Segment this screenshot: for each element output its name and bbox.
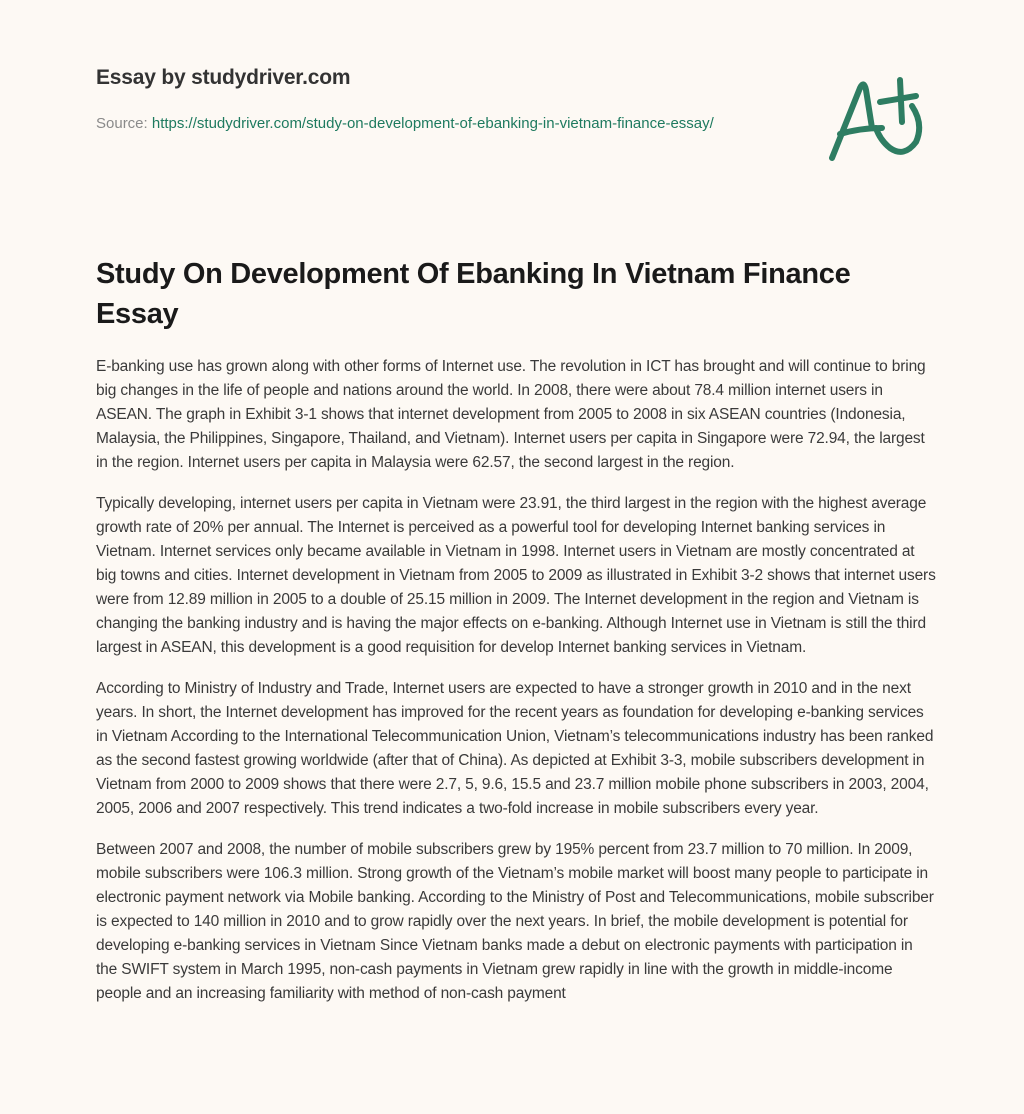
a-plus-grade-icon [820, 66, 930, 166]
page-header [96, 64, 776, 136]
paragraph: Typically developing, internet users per capita in Vietnam were 23.91, the third largest in the region with the highest average growth rate of 20% per annual. The Internet is perceived as a powerful tool for developing Internet banking services in Vietnam. Internet services only became available in Vietnam in 1998. Internet users in Vietnam are mostly concentrated at big towns and cities. Internet development in Vietnam from 2005 to 2009 as illustrated in Exhibit 3-2 shows that internet users were from 12.89 million in 2005 to a double of 25.15 million in 2009. The Internet development in the region and Vietnam is changing the banking industry and is having the major effects on e-banking. Although Internet use in Vietnam is still the third largest in ASEAN, this development is a good requisition for develop Internet banking services in Vietnam. [96, 495, 936, 656]
site-title: Essay by studydriver.com [96, 66, 351, 89]
source-link[interactable]: https://studydriver.com/study-on-development-of-ebanking-in-vietnam-finance-essay/ [151, 115, 714, 132]
source-line [96, 112, 776, 136]
paragraph: According to Ministry of Industry and Trade, Internet users are expected to have a stronger growth in 2010 and in the next years. In short, the Internet development has improved for the recent years as foundation for developing e-banking services in Vietnam According to the International Telecommunication Union, Vietnam’s telecommunications industry has been ranked as the second fastest growing worldwide (after that of China). As depicted at Exhibit 3-3, mobile subscribers development in Vietnam from 2000 to 2009 shows that there were 2.7, 5, 9.6, 15.5 and 23.7 million mobile phone subscribers in 2003, 2004, 2005, 2006 and 2007 respectively. This trend indicates a two-fold increase in mobile subscribers every year. [96, 680, 934, 817]
paragraph: Between 2007 and 2008, the number of mobile subscribers grew by 195% percent from 23.7 million to 70 million. In 2009, mobile subscribers were 106.3 million. Strong growth of the Vietnam’s mobile market will boost many people to participate in electronic payment network via Mobile banking. According to the Ministry of Post and Telecommunications, mobile subscriber is expected to 140 million in 2010 and to grow rapidly over the next years. In brief, the mobile development is potential for developing e-banking services in Vietnam Since Vietnam banks made a debut on electronic payments with participation in the SWIFT system in March 1995, non-cash payments in Vietnam grew rapidly in line with the growth in middle-income people and an increasing familiarity with method of non-cash payment [96, 841, 934, 1002]
paragraph: E-banking use has grown along with other forms of Internet use. The revolution in ICT has brought and will continue to bring big changes in the life of people and nations around the world. In 2008, there were about 78.4 million internet users in ASEAN. The graph in Exhibit 3-1 shows that internet development from 2005 to 2008 in six ASEAN countries (Indonesia, Malaysia, the Philippines, Singapore, Thailand, and Vietnam). Internet users per capita in Singapore were 72.94, the largest in the region. Internet users per capita in Malaysia were 62.57, the second largest in the region. [96, 358, 926, 471]
article-title: Study On Development Of Ebanking In Vietnam Finance Essay [96, 258, 851, 330]
article-body [96, 355, 936, 1023]
source-label: Source: [96, 115, 148, 132]
